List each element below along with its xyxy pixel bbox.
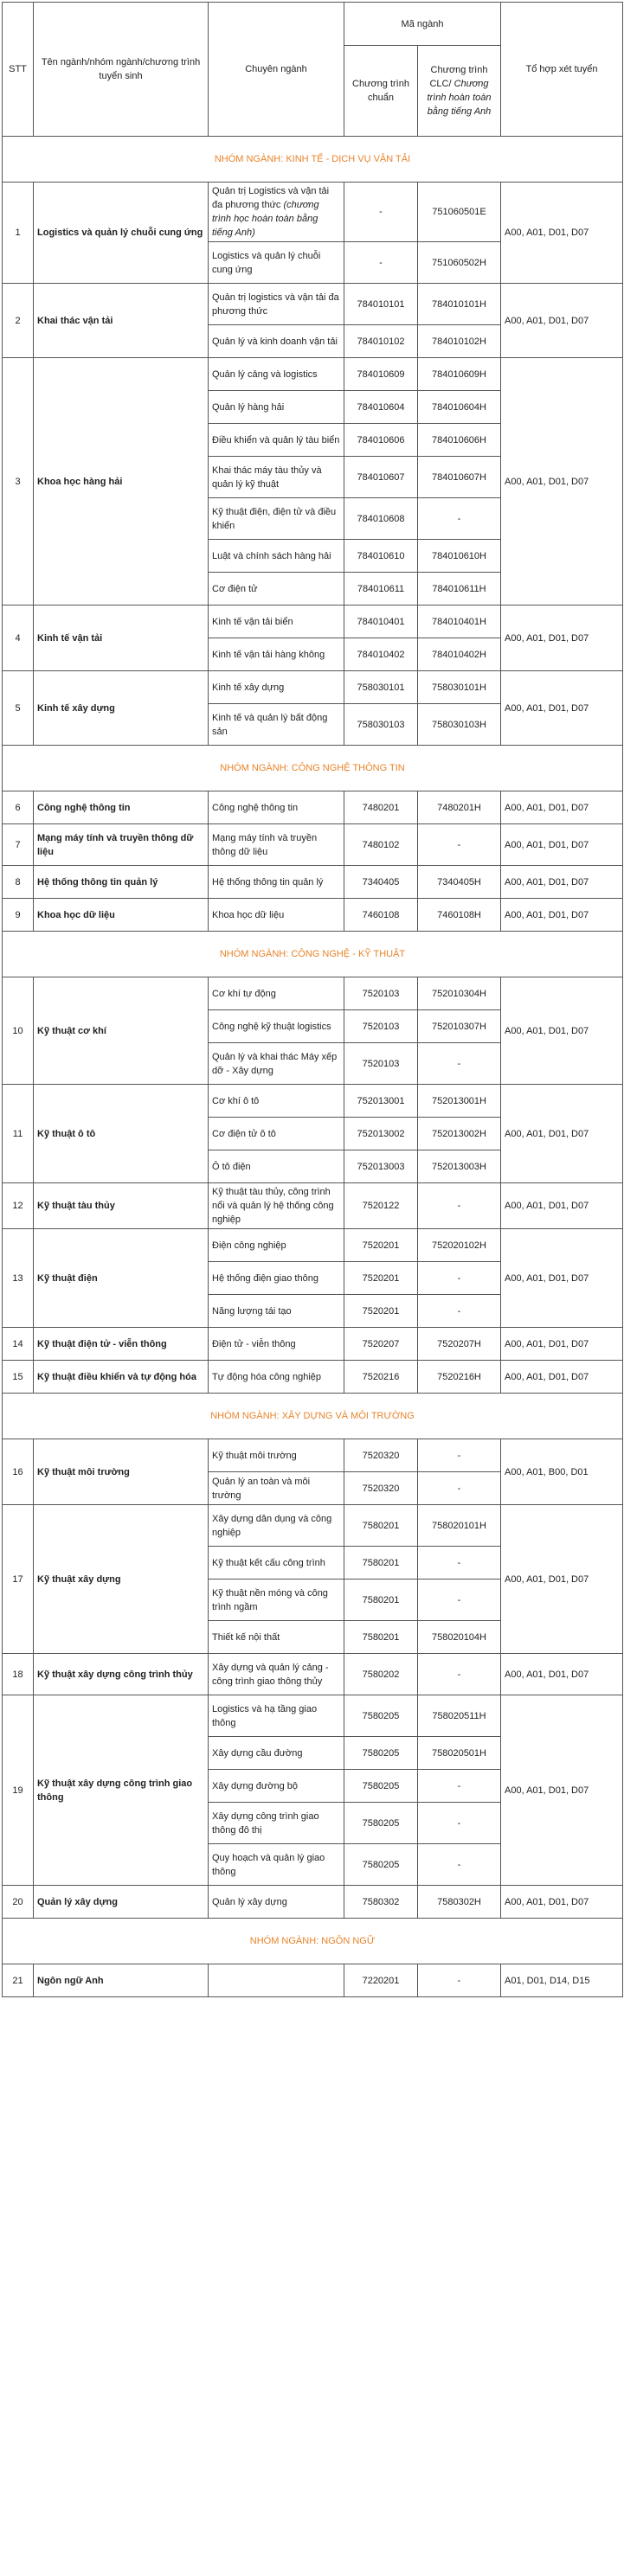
table-row bbox=[3, 671, 623, 704]
header-code-standard: Chương trình chuẩn bbox=[344, 46, 418, 137]
specialization-cell: Quản lý và khai thác Máy xếp dỡ - Xây dựng bbox=[209, 1043, 344, 1085]
code-standard: 784010401 bbox=[344, 606, 418, 638]
combination-cell: A00, A01, B00, D01 bbox=[501, 1439, 623, 1505]
code-clc: - bbox=[418, 498, 501, 540]
combination-cell: A00, A01, D01, D07 bbox=[501, 284, 623, 358]
specialization-cell: Năng lượng tái tạo bbox=[209, 1295, 344, 1328]
table-row bbox=[3, 866, 623, 899]
table-row bbox=[3, 1654, 623, 1695]
major-name: Khoa học dữ liệu bbox=[34, 899, 209, 932]
code-standard: 7480102 bbox=[344, 824, 418, 866]
combination-cell: A00, A01, D01, D07 bbox=[501, 671, 623, 746]
code-standard: 7580201 bbox=[344, 1621, 418, 1654]
code-clc: - bbox=[418, 824, 501, 866]
combination-cell: A00, A01, D01, D07 bbox=[501, 1695, 623, 1886]
specialization-cell: Xây dựng cầu đường bbox=[209, 1737, 344, 1770]
code-clc: - bbox=[418, 1295, 501, 1328]
code-standard: 784010604 bbox=[344, 391, 418, 424]
code-standard: 7520103 bbox=[344, 977, 418, 1010]
specialization-cell: Kỹ thuật nền móng và công trình ngầm bbox=[209, 1580, 344, 1621]
code-standard: 7520207 bbox=[344, 1328, 418, 1361]
code-standard: 7460108 bbox=[344, 899, 418, 932]
code-clc: 784010401H bbox=[418, 606, 501, 638]
code-clc: 751060501E bbox=[418, 183, 501, 242]
major-name: Quản lý xây dựng bbox=[34, 1886, 209, 1919]
code-standard: 784010402 bbox=[344, 638, 418, 671]
header-code-clc-prefix: Chương trình CLC/ bbox=[429, 65, 488, 89]
code-clc: 784010102H bbox=[418, 325, 501, 358]
code-standard: 752013001 bbox=[344, 1085, 418, 1118]
major-name: Kỹ thuật cơ khí bbox=[34, 977, 209, 1085]
specialization-cell: Logistics và quản lý chuỗi cung ứng bbox=[209, 242, 344, 284]
stt-cell: 20 bbox=[3, 1886, 34, 1919]
code-clc: - bbox=[418, 1183, 501, 1229]
specialization-cell: Luật và chính sách hàng hải bbox=[209, 540, 344, 573]
code-standard: 7580302 bbox=[344, 1886, 418, 1919]
table-row bbox=[3, 1505, 623, 1547]
major-name: Kỹ thuật môi trường bbox=[34, 1439, 209, 1505]
code-standard: 784010608 bbox=[344, 498, 418, 540]
specialization-cell: Công nghệ kỹ thuật logistics bbox=[209, 1010, 344, 1043]
major-name: Công nghệ thông tin bbox=[34, 791, 209, 824]
code-standard: 7580201 bbox=[344, 1547, 418, 1580]
combination-cell: A00, A01, D01, D07 bbox=[501, 866, 623, 899]
major-name: Khai thác vận tải bbox=[34, 284, 209, 358]
code-clc: - bbox=[418, 1654, 501, 1695]
group-title: NHÓM NGÀNH: NGÔN NGỮ bbox=[3, 1919, 623, 1964]
code-clc: 784010402H bbox=[418, 638, 501, 671]
combination-cell: A00, A01, D01, D07 bbox=[501, 1654, 623, 1695]
table-row bbox=[3, 1964, 623, 1997]
combination-cell: A00, A01, D01, D07 bbox=[501, 1085, 623, 1183]
code-standard: 784010607 bbox=[344, 457, 418, 498]
table-row bbox=[3, 824, 623, 866]
specialization-cell: Điều khiển và quản lý tàu biển bbox=[209, 424, 344, 457]
stt-cell: 9 bbox=[3, 899, 34, 932]
major-name: Logistics và quản lý chuỗi cung ứng bbox=[34, 183, 209, 284]
stt-cell: 4 bbox=[3, 606, 34, 671]
combination-cell: A00, A01, D01, D07 bbox=[501, 183, 623, 284]
code-clc: 752010307H bbox=[418, 1010, 501, 1043]
code-standard: 752013002 bbox=[344, 1118, 418, 1150]
header-specialization: Chuyên ngành bbox=[209, 3, 344, 137]
stt-cell: 15 bbox=[3, 1361, 34, 1394]
specialization-cell: Công nghệ thông tin bbox=[209, 791, 344, 824]
code-standard: - bbox=[344, 183, 418, 242]
code-clc: 7340405H bbox=[418, 866, 501, 899]
code-standard: 7580201 bbox=[344, 1580, 418, 1621]
specialization-cell: Tự động hóa công nghiệp bbox=[209, 1361, 344, 1394]
header-combination: Tổ hợp xét tuyển bbox=[501, 3, 623, 137]
code-clc: - bbox=[418, 1770, 501, 1803]
header-code-group: Mã ngành bbox=[344, 3, 501, 46]
combination-cell: A00, A01, D01, D07 bbox=[501, 899, 623, 932]
major-name: Khoa học hàng hải bbox=[34, 358, 209, 606]
major-name: Hệ thống thông tin quản lý bbox=[34, 866, 209, 899]
stt-cell: 3 bbox=[3, 358, 34, 606]
code-clc: 758020104H bbox=[418, 1621, 501, 1654]
combination-cell: A01, D01, D14, D15 bbox=[501, 1964, 623, 1997]
major-name: Kỹ thuật điện tử - viễn thông bbox=[34, 1328, 209, 1361]
stt-cell: 12 bbox=[3, 1183, 34, 1229]
code-clc: 784010611H bbox=[418, 573, 501, 606]
stt-cell: 10 bbox=[3, 977, 34, 1085]
specialization-cell: Xây dựng dân dụng và công nghiệp bbox=[209, 1505, 344, 1547]
specialization-cell: Kinh tế vận tải hàng không bbox=[209, 638, 344, 671]
table-row bbox=[3, 1183, 623, 1229]
code-clc: - bbox=[418, 1844, 501, 1886]
specialization-cell: Quản lý cảng và logistics bbox=[209, 358, 344, 391]
specialization-cell: Thiết kế nội thất bbox=[209, 1621, 344, 1654]
code-clc: 784010101H bbox=[418, 284, 501, 325]
stt-cell: 21 bbox=[3, 1964, 34, 1997]
specialization-cell: Điện tử - viễn thông bbox=[209, 1328, 344, 1361]
code-standard: 7520320 bbox=[344, 1472, 418, 1505]
code-standard: 784010610 bbox=[344, 540, 418, 573]
specialization-cell: Quản trị Logistics và vận tải đa phương thức (chương trình học hoàn toàn bằng tiếng Anh) bbox=[209, 183, 344, 242]
specialization-note: (chương trình học hoàn toàn bằng tiếng Anh) bbox=[212, 200, 319, 238]
stt-cell: 2 bbox=[3, 284, 34, 358]
code-standard: 758030103 bbox=[344, 704, 418, 746]
code-standard: 784010102 bbox=[344, 325, 418, 358]
code-clc: - bbox=[418, 1262, 501, 1295]
specialization-cell: Quản lý và kinh doanh vận tải bbox=[209, 325, 344, 358]
code-clc: 752013001H bbox=[418, 1085, 501, 1118]
table-header bbox=[3, 3, 623, 137]
specialization-cell: Ô tô điện bbox=[209, 1150, 344, 1183]
specialization-cell: Kỹ thuật tàu thủy, công trình nổi và quản lý hệ thống công nghiệp bbox=[209, 1183, 344, 1229]
specialization-cell: Cơ điện tử ô tô bbox=[209, 1118, 344, 1150]
specialization-cell: Hệ thống thông tin quản lý bbox=[209, 866, 344, 899]
stt-cell: 17 bbox=[3, 1505, 34, 1654]
header-code-clc-italic: Chương trình hoàn toàn bằng tiếng Anh bbox=[427, 79, 492, 117]
code-standard: 7520201 bbox=[344, 1295, 418, 1328]
table-row bbox=[3, 1328, 623, 1361]
code-clc: - bbox=[418, 1472, 501, 1505]
stt-cell: 6 bbox=[3, 791, 34, 824]
stt-cell: 7 bbox=[3, 824, 34, 866]
code-clc: 7520207H bbox=[418, 1328, 501, 1361]
specialization-cell: Hệ thống điện giao thông bbox=[209, 1262, 344, 1295]
code-clc: 752010304H bbox=[418, 977, 501, 1010]
code-clc: 752013003H bbox=[418, 1150, 501, 1183]
code-clc: - bbox=[418, 1803, 501, 1844]
header-stt: STT bbox=[3, 3, 34, 137]
specialization-cell: Quản trị logistics và vận tải đa phương thức bbox=[209, 284, 344, 325]
specialization-cell: Quản lý hàng hải bbox=[209, 391, 344, 424]
specialization-cell: Kinh tế xây dựng bbox=[209, 671, 344, 704]
specialization-cell: Khoa học dữ liệu bbox=[209, 899, 344, 932]
table-row bbox=[3, 1229, 623, 1262]
group-row bbox=[3, 137, 623, 183]
table-row bbox=[3, 1085, 623, 1118]
specialization-cell: Kinh tế và quản lý bất động sản bbox=[209, 704, 344, 746]
code-standard: 7520103 bbox=[344, 1043, 418, 1085]
combination-cell: A00, A01, D01, D07 bbox=[501, 1328, 623, 1361]
specialization-cell: Quản lý xây dựng bbox=[209, 1886, 344, 1919]
table-row bbox=[3, 899, 623, 932]
major-name: Kinh tế vận tải bbox=[34, 606, 209, 671]
stt-cell: 16 bbox=[3, 1439, 34, 1505]
table-row bbox=[3, 791, 623, 824]
table-row bbox=[3, 1439, 623, 1472]
major-name: Ngôn ngữ Anh bbox=[34, 1964, 209, 1997]
stt-cell: 1 bbox=[3, 183, 34, 284]
stt-cell: 14 bbox=[3, 1328, 34, 1361]
table-row bbox=[3, 977, 623, 1010]
code-standard: 7340405 bbox=[344, 866, 418, 899]
combination-cell: A00, A01, D01, D07 bbox=[501, 358, 623, 606]
combination-cell: A00, A01, D01, D07 bbox=[501, 606, 623, 671]
stt-cell: 8 bbox=[3, 866, 34, 899]
code-clc: 758030103H bbox=[418, 704, 501, 746]
code-standard: 7580205 bbox=[344, 1770, 418, 1803]
code-clc: 7580302H bbox=[418, 1886, 501, 1919]
code-standard: 752013003 bbox=[344, 1150, 418, 1183]
table-row bbox=[3, 284, 623, 325]
admissions-table bbox=[2, 2, 623, 1997]
code-clc: 758020511H bbox=[418, 1695, 501, 1737]
code-clc: 784010606H bbox=[418, 424, 501, 457]
table-body bbox=[3, 137, 623, 1997]
specialization-cell: Cơ khí tự động bbox=[209, 977, 344, 1010]
code-clc: 758020101H bbox=[418, 1505, 501, 1547]
code-clc: 784010604H bbox=[418, 391, 501, 424]
group-row bbox=[3, 1919, 623, 1964]
code-standard: 758030101 bbox=[344, 671, 418, 704]
table-row bbox=[3, 606, 623, 638]
code-clc: 752020102H bbox=[418, 1229, 501, 1262]
major-name: Kỹ thuật điều khiển và tự động hóa bbox=[34, 1361, 209, 1394]
combination-cell: A00, A01, D01, D07 bbox=[501, 977, 623, 1085]
combination-cell: A00, A01, D01, D07 bbox=[501, 791, 623, 824]
specialization-cell: Quy hoạch và quản lý giao thông bbox=[209, 1844, 344, 1886]
code-clc: 758020501H bbox=[418, 1737, 501, 1770]
specialization-cell: Cơ khí ô tô bbox=[209, 1085, 344, 1118]
code-standard: 7520201 bbox=[344, 1262, 418, 1295]
code-standard: 7580205 bbox=[344, 1695, 418, 1737]
major-name: Mạng máy tính và truyền thông dữ liệu bbox=[34, 824, 209, 866]
group-row bbox=[3, 1394, 623, 1439]
major-name: Kỹ thuật xây dựng công trình giao thông bbox=[34, 1695, 209, 1886]
combination-cell: A00, A01, D01, D07 bbox=[501, 1505, 623, 1654]
code-clc: 758030101H bbox=[418, 671, 501, 704]
code-clc: 784010607H bbox=[418, 457, 501, 498]
code-standard: 784010606 bbox=[344, 424, 418, 457]
group-title: NHÓM NGÀNH: KINH TẾ - DỊCH VỤ VẬN TẢI bbox=[3, 137, 623, 183]
code-standard: 7580205 bbox=[344, 1737, 418, 1770]
code-standard: 784010101 bbox=[344, 284, 418, 325]
combination-cell: A00, A01, D01, D07 bbox=[501, 1361, 623, 1394]
code-clc: 784010609H bbox=[418, 358, 501, 391]
specialization-cell: Quản lý an toàn và môi trường bbox=[209, 1472, 344, 1505]
code-standard: 7580202 bbox=[344, 1654, 418, 1695]
stt-cell: 13 bbox=[3, 1229, 34, 1328]
code-standard: - bbox=[344, 242, 418, 284]
table-row bbox=[3, 1886, 623, 1919]
table-row bbox=[3, 1361, 623, 1394]
code-clc: 784010610H bbox=[418, 540, 501, 573]
code-clc: - bbox=[418, 1439, 501, 1472]
table-row bbox=[3, 358, 623, 391]
specialization-cell: Kinh tế vận tải biển bbox=[209, 606, 344, 638]
major-name: Kỹ thuật ô tô bbox=[34, 1085, 209, 1183]
combination-cell: A00, A01, D01, D07 bbox=[501, 1886, 623, 1919]
code-clc: - bbox=[418, 1580, 501, 1621]
code-clc: 7460108H bbox=[418, 899, 501, 932]
code-clc: 751060502H bbox=[418, 242, 501, 284]
stt-cell: 5 bbox=[3, 671, 34, 746]
table-row bbox=[3, 1695, 623, 1737]
code-standard: 7580205 bbox=[344, 1844, 418, 1886]
code-standard: 7520216 bbox=[344, 1361, 418, 1394]
code-standard: 7480201 bbox=[344, 791, 418, 824]
specialization-cell: Mạng máy tính và truyền thông dữ liệu bbox=[209, 824, 344, 866]
specialization-cell: Khai thác máy tàu thủy và quản lý kỹ thuật bbox=[209, 457, 344, 498]
major-name: Kỹ thuật xây dựng bbox=[34, 1505, 209, 1654]
specialization-cell: Cơ điện tử bbox=[209, 573, 344, 606]
specialization-cell bbox=[209, 1964, 344, 1997]
combination-cell: A00, A01, D01, D07 bbox=[501, 1229, 623, 1328]
group-title: NHÓM NGÀNH: XÂY DỰNG VÀ MÔI TRƯỜNG bbox=[3, 1394, 623, 1439]
specialization-cell: Xây dựng đường bộ bbox=[209, 1770, 344, 1803]
code-clc: - bbox=[418, 1547, 501, 1580]
stt-cell: 19 bbox=[3, 1695, 34, 1886]
specialization-cell: Điện công nghiệp bbox=[209, 1229, 344, 1262]
major-name: Kinh tế xây dựng bbox=[34, 671, 209, 746]
table-row bbox=[3, 183, 623, 242]
specialization-cell: Logistics và hạ tầng giao thông bbox=[209, 1695, 344, 1737]
code-standard: 7520122 bbox=[344, 1183, 418, 1229]
specialization-cell: Kỹ thuật môi trường bbox=[209, 1439, 344, 1472]
code-standard: 7580205 bbox=[344, 1803, 418, 1844]
group-row bbox=[3, 932, 623, 977]
major-name: Kỹ thuật tàu thủy bbox=[34, 1183, 209, 1229]
code-clc: 7520216H bbox=[418, 1361, 501, 1394]
major-name: Kỹ thuật xây dựng công trình thủy bbox=[34, 1654, 209, 1695]
specialization-cell: Kỹ thuật điện, điện tử và điều khiển bbox=[209, 498, 344, 540]
group-title: NHÓM NGÀNH: CÔNG NGHỆ - KỸ THUẬT bbox=[3, 932, 623, 977]
specialization-cell: Kỹ thuật kết cấu công trình bbox=[209, 1547, 344, 1580]
header-code-clc bbox=[418, 46, 501, 137]
code-clc: 7480201H bbox=[418, 791, 501, 824]
code-standard: 7220201 bbox=[344, 1964, 418, 1997]
code-standard: 784010611 bbox=[344, 573, 418, 606]
combination-cell: A00, A01, D01, D07 bbox=[501, 824, 623, 866]
combination-cell: A00, A01, D01, D07 bbox=[501, 1183, 623, 1229]
code-standard: 7520201 bbox=[344, 1229, 418, 1262]
code-standard: 784010609 bbox=[344, 358, 418, 391]
header-major: Tên ngành/nhóm ngành/chương trình tuyển sinh bbox=[34, 3, 209, 137]
code-clc: 752013002H bbox=[418, 1118, 501, 1150]
stt-cell: 11 bbox=[3, 1085, 34, 1183]
code-clc: - bbox=[418, 1964, 501, 1997]
specialization-cell: Xây dựng và quản lý cảng - công trình giao thông thủy bbox=[209, 1654, 344, 1695]
group-row bbox=[3, 746, 623, 791]
group-title: NHÓM NGÀNH: CÔNG NGHỆ THÔNG TIN bbox=[3, 746, 623, 791]
code-standard: 7520320 bbox=[344, 1439, 418, 1472]
code-clc: - bbox=[418, 1043, 501, 1085]
code-standard: 7580201 bbox=[344, 1505, 418, 1547]
code-standard: 7520103 bbox=[344, 1010, 418, 1043]
major-name: Kỹ thuật điện bbox=[34, 1229, 209, 1328]
stt-cell: 18 bbox=[3, 1654, 34, 1695]
specialization-cell: Xây dựng công trình giao thông đô thị bbox=[209, 1803, 344, 1844]
